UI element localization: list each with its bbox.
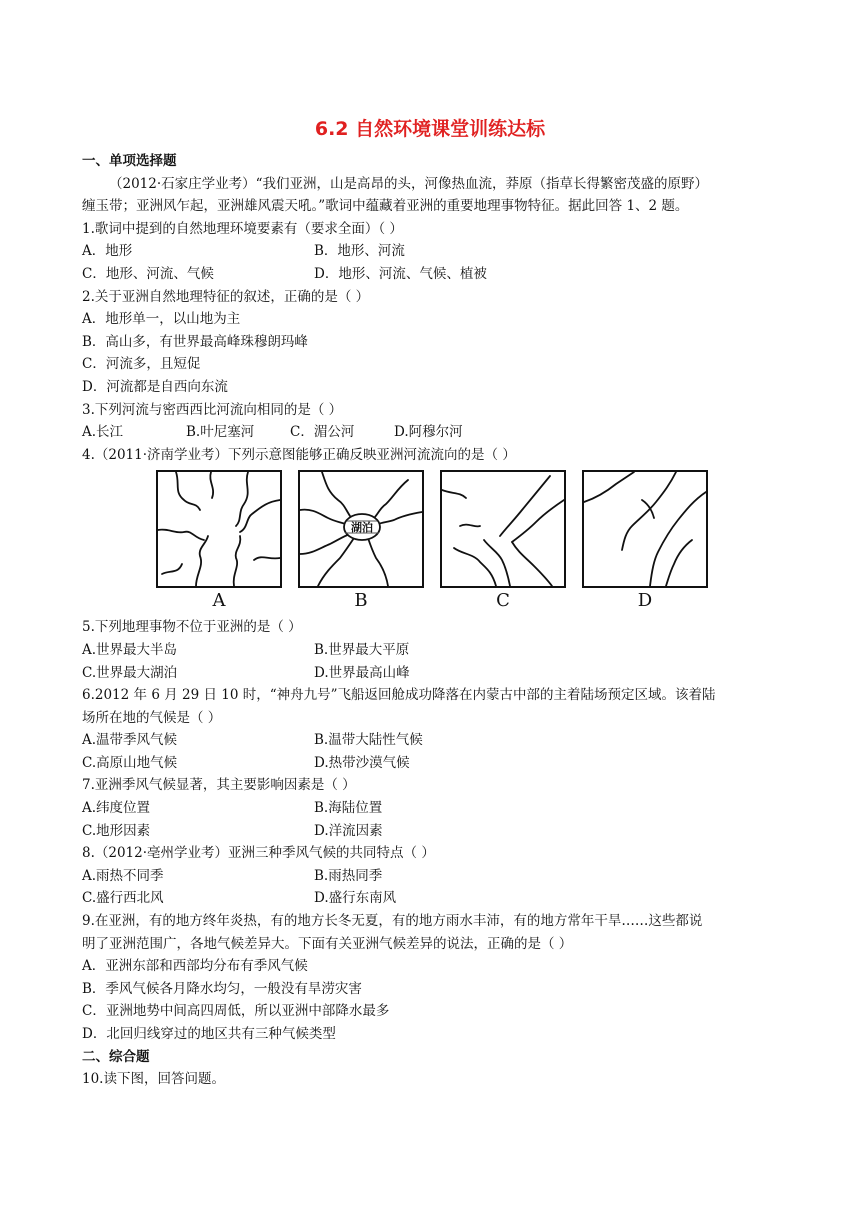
- option: D．北回归线穿过的地区共有三种气候类型: [82, 1026, 336, 1042]
- option: A.世界最大半岛: [82, 641, 178, 658]
- section-heading-comprehensive: 二、综合题: [82, 1048, 150, 1065]
- page-title: 6.2 自然环境课堂训练达标: [314, 118, 546, 140]
- question-3-options: [82, 421, 782, 444]
- option: C．湄公河: [290, 424, 355, 441]
- option: C.世界最大湖泊: [82, 664, 178, 681]
- question-6-stem: 6.2012 年 6 月 29 日 10 时，“神舟九号”飞船返回舱成功降落在内蒙古中部的主着陆场预定区域。该着陆: [82, 687, 716, 704]
- option: C.地形因素: [82, 822, 151, 839]
- river-map-a-figure: [156, 470, 282, 588]
- river-map-b-figure: [298, 470, 424, 588]
- option: D．河流都是自西向东流: [82, 378, 228, 395]
- option: C.盛行西北风: [82, 890, 164, 907]
- lake-label: 湖泊: [351, 521, 373, 535]
- question-1-options-row-2: [82, 263, 782, 286]
- option: A.温带季风气候: [82, 732, 178, 749]
- question-4-stem: 4.（2011·济南学业考）下列示意图能够正确反映亚洲河流流向的是（ ）: [82, 446, 516, 463]
- option: A.长江: [82, 424, 124, 441]
- option: B．高山多，有世界最高峰珠穆朗玛峰: [82, 333, 308, 350]
- option: B.世界最大平原: [314, 641, 410, 658]
- question-8-options-row-2: [82, 887, 782, 910]
- river-map-d-figure: [582, 470, 708, 588]
- option: D.世界最高山峰: [314, 664, 410, 681]
- question-5-stem: 5.下列地理事物不位于亚洲的是（ ）: [82, 619, 302, 636]
- question-10-stem: 10.读下图，回答问题。: [82, 1071, 225, 1088]
- option: B.叶尼塞河: [186, 424, 255, 441]
- option: B．地形、河流: [314, 243, 405, 260]
- map-label-a: A: [212, 590, 226, 612]
- document-body: [82, 150, 782, 1091]
- option: D.洋流因素: [314, 822, 383, 839]
- question-9-stem-continued: 明了亚洲范围广，各地气候差异大。下面有关亚洲气候差异的说法，正确的是（ ）: [82, 935, 573, 952]
- map-d: [582, 470, 708, 614]
- map-label-d: D: [637, 590, 653, 612]
- map-a: [156, 470, 282, 614]
- question-8-options-row-1: [82, 865, 782, 888]
- option: B.温带大陆性气候: [314, 732, 423, 749]
- question-6-stem-continued: 场所在地的气候是（ ）: [82, 709, 222, 726]
- option: D．地形、河流、气候、植被: [314, 265, 487, 282]
- question-6-options-row-2: [82, 752, 782, 775]
- question-2-stem: 2.关于亚洲自然地理特征的叙述，正确的是（ ）: [82, 288, 370, 305]
- river-maps: [156, 470, 782, 614]
- option: C．亚洲地势中间高四周低，所以亚洲中部降水最多: [82, 1003, 390, 1020]
- option: D.热带沙漠气候: [314, 754, 410, 771]
- question-8-stem: 8.（2012·亳州学业考）亚洲三种季风气候的共同特点（ ）: [82, 845, 435, 862]
- intro-line-1: （2012·石家庄学业考）“我们亚洲，山是高昂的头，河像热血流，莽原（指草长得繁密茂盛的原野）: [109, 175, 709, 192]
- question-7-stem: 7.亚洲季风气候显著，其主要影响因素是（ ）: [82, 777, 356, 794]
- option: C.高原山地气候: [82, 754, 178, 771]
- option: C．地形、河流、气候: [82, 265, 214, 282]
- intro-line-2: 缠玉带；亚洲风乍起，亚洲雄风震天吼。”歌词中蕴藏着亚洲的重要地理事物特征。据此回答 1、2 题。: [82, 198, 689, 215]
- option: D.阿穆尔河: [394, 424, 463, 441]
- option: A．亚洲东部和西部均分布有季风气候: [82, 958, 308, 975]
- question-1-options-row-1: [82, 240, 782, 263]
- question-5-options-row-2: [82, 662, 782, 685]
- river-map-c-figure: [440, 470, 566, 588]
- option: A.雨热不同季: [82, 867, 164, 884]
- question-7-options-row-1: [82, 797, 782, 820]
- question-1-stem: 1.歌词中提到的自然地理环境要素有（要求全面）（ ）: [82, 220, 403, 237]
- option: A．地形: [82, 243, 133, 260]
- question-3-stem: 3.下列河流与密西西比河流向相同的是（ ）: [82, 401, 343, 418]
- map-label-c: C: [496, 590, 510, 612]
- question-9-stem: 9.在亚洲，有的地方终年炎热，有的地方长冬无夏，有的地方雨水丰沛，有的地方常年干旱……这些都说: [82, 913, 703, 930]
- map-b: [298, 470, 424, 614]
- option: B.海陆位置: [314, 800, 383, 817]
- question-7-options-row-2: [82, 820, 782, 843]
- map-c: [440, 470, 566, 614]
- option: B．季风气候各月降水均匀，一般没有旱涝灾害: [82, 980, 362, 997]
- section-heading-choice: 一、单项选择题: [82, 153, 177, 169]
- option: D.盛行东南风: [314, 890, 397, 907]
- option: C．河流多，且短促: [82, 356, 201, 373]
- question-6-options-row-1: [82, 729, 782, 752]
- option: B.雨热同季: [314, 867, 383, 884]
- option: A．地形单一，以山地为主: [82, 311, 241, 328]
- question-5-options-row-1: [82, 639, 782, 662]
- option: A.纬度位置: [82, 800, 151, 817]
- map-label-b: B: [354, 590, 368, 612]
